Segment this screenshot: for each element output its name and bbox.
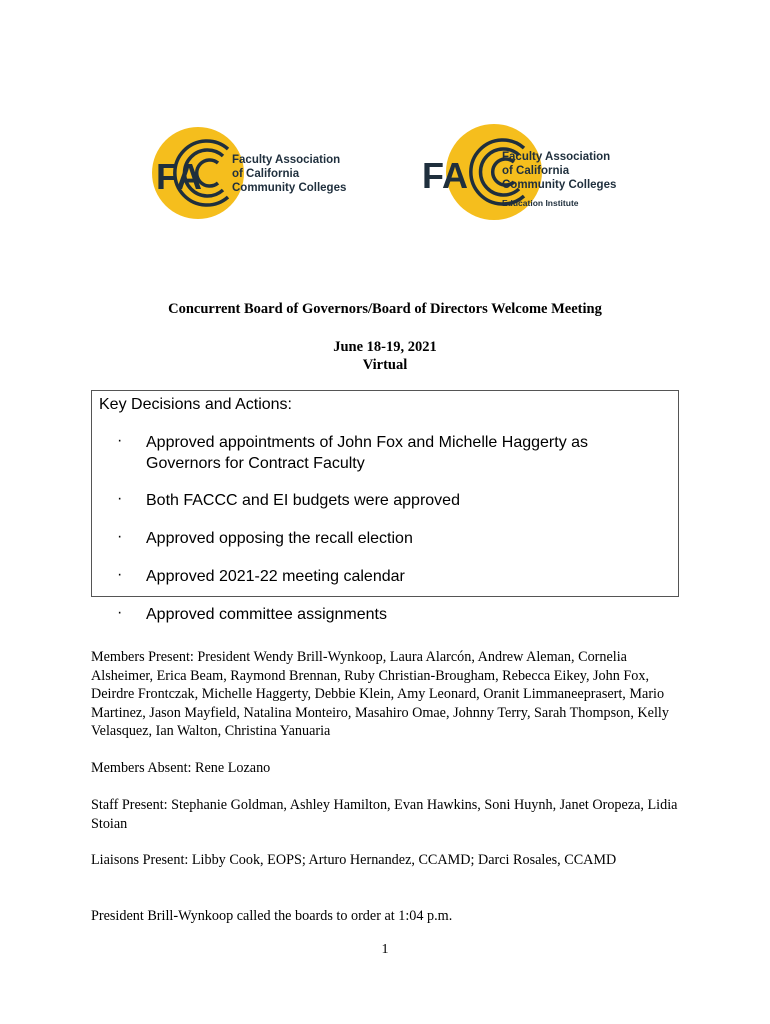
call-to-order: President Brill-Wynkoop called the boards to order at 1:04 p.m. (91, 908, 453, 924)
bullet: · (117, 490, 123, 507)
logo-line-2: of California (502, 165, 570, 177)
faccc-ei-logo (420, 122, 620, 222)
bullet: · (117, 528, 123, 545)
logo-mark: FA (422, 155, 469, 196)
key-decision-text: Approved 2021-22 meeting calendar (146, 568, 405, 585)
logo-line-2: of California (232, 168, 300, 180)
logo-line-3: Community Colleges (502, 179, 617, 191)
meeting-location: Virtual (362, 357, 408, 373)
logo-line-1: Faculty Association (502, 151, 611, 163)
members-present: Members Present: President Wendy Brill-Wynkoop, Laura Alarcón, Andrew Aleman, Cornelia Alsheimer, Erica Beam, Raymond Brennan, Ruby Christian-Brougham, Rebecca Eikey, John Fox, Deirdre Frontczak, Michelle Haggerty, Debbie Klein, Amy Leonard, Oranit Limmaneeprasert, Mario Martinez, Jason Mayfield, Natalina Monteiro, Masahiro Omae, Johnny Terry, Sarah Thompson, Kelly Velasquez, Ian Walton, Christina Yanuaria (91, 649, 669, 740)
bullet: · (117, 604, 123, 621)
key-decision-text: Both FACCC and EI budgets were approved (146, 492, 460, 509)
members-absent: Members Absent: Rene Lozano (91, 760, 271, 776)
bullet: · (117, 566, 123, 583)
logo-line-1: Faculty Association (232, 154, 341, 166)
key-decisions-heading: Key Decisions and Actions: (99, 396, 292, 413)
key-decision-text: Approved opposing the recall election (146, 530, 413, 547)
staff-present: Staff Present: Stephanie Goldman, Ashley Hamilton, Evan Hawkins, Soni Huynh, Janet Oropeza, Lidia Stoian (91, 797, 678, 832)
bullet: · (117, 432, 123, 449)
meeting-dates: June 18-19, 2021 (333, 339, 437, 355)
logo-line-4: Education Institute (502, 198, 579, 208)
liaisons-present: Liaisons Present: Libby Cook, EOPS; Arturo Hernandez, CCAMD; Darci Rosales, CCAMD (91, 852, 617, 868)
logo-line-3: Community Colleges (232, 182, 347, 194)
key-decision-text: Approved committee assignments (146, 606, 387, 623)
meeting-title: Concurrent Board of Governors/Board of Directors Welcome Meeting (168, 301, 602, 317)
key-decision-text: Approved appointments of John Fox and Michelle Haggerty as Governors for Contract Faculty (146, 434, 589, 472)
faccc-logo (150, 125, 350, 221)
logo-mark: FA (156, 156, 203, 197)
page-number: 1 (381, 942, 389, 957)
